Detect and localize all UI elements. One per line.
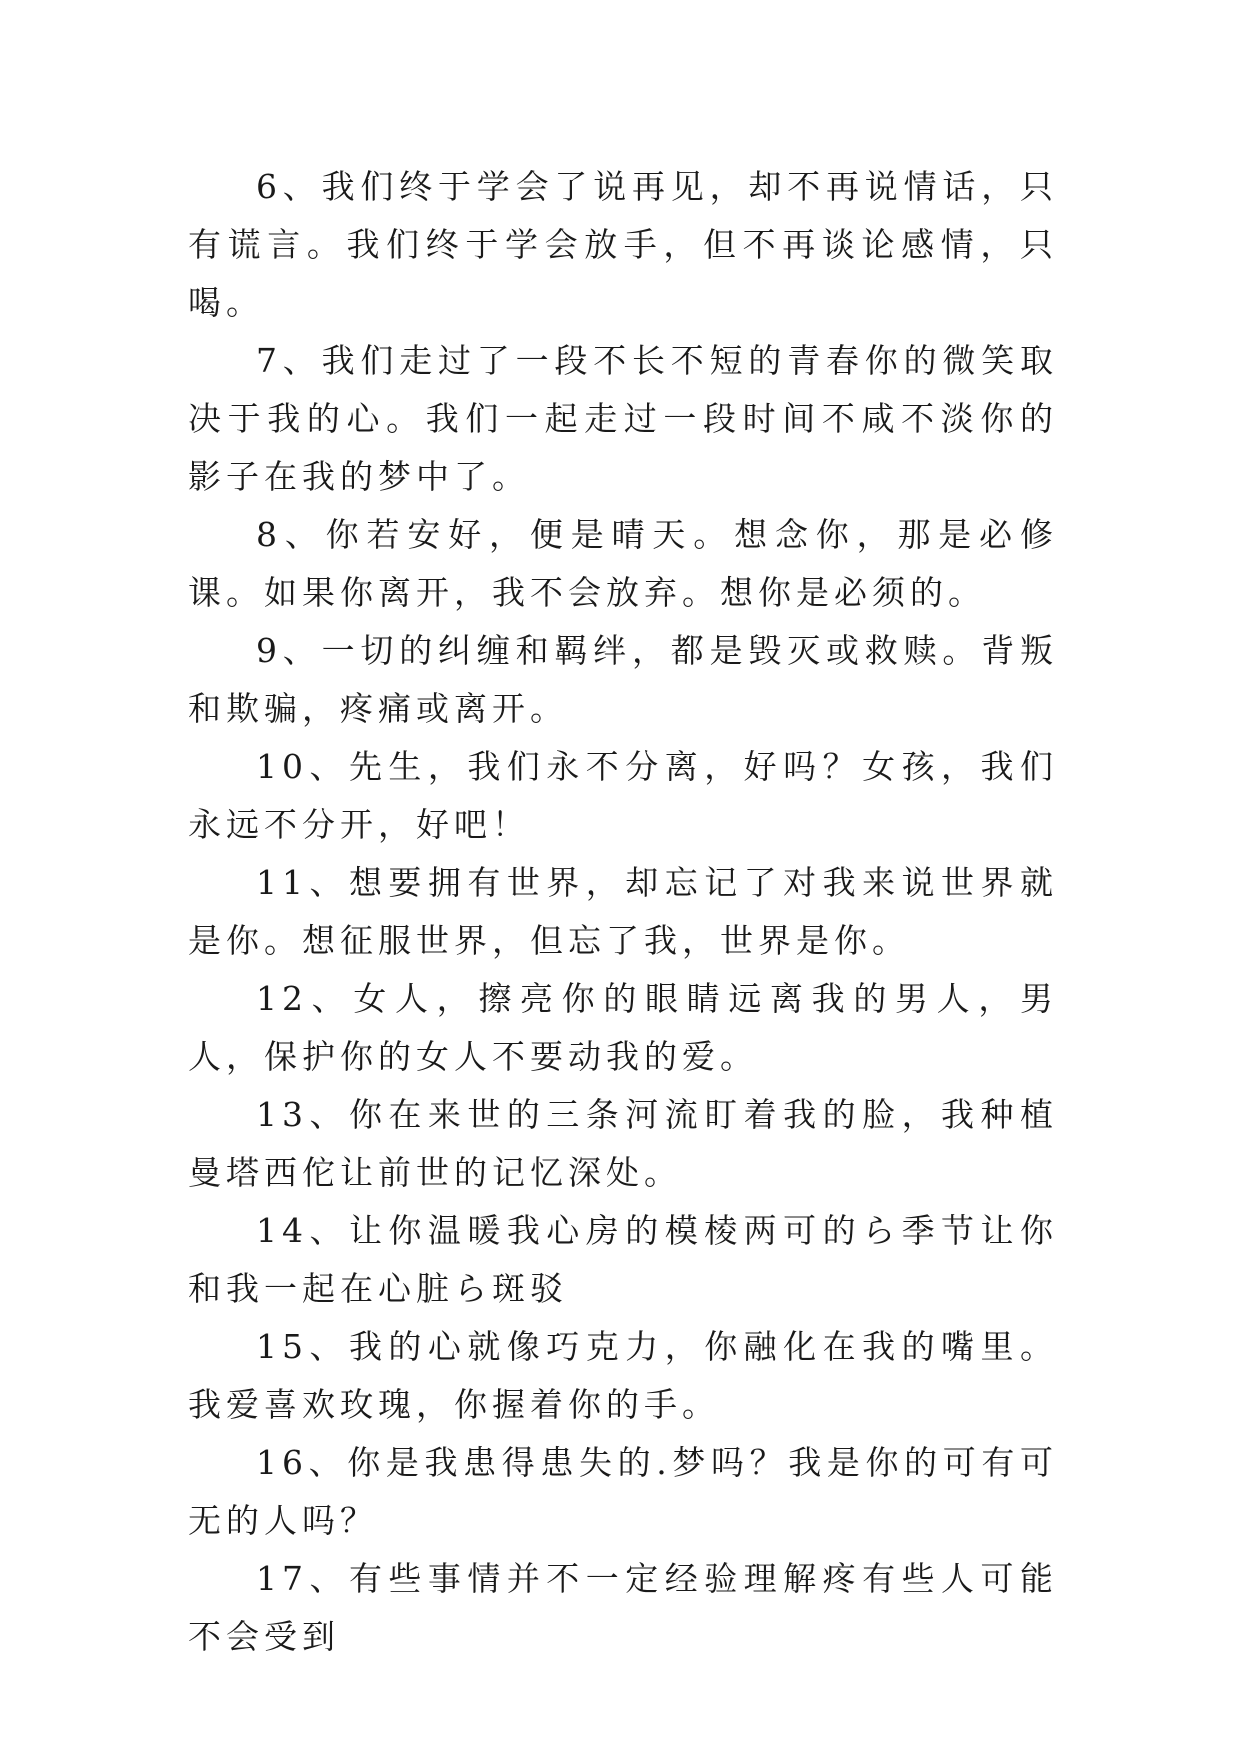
- paragraph-12: 12、女人，擦亮你的眼睛远离我的男人，男人，保护你的女人不要动我的爱。: [188, 979, 1058, 1076]
- paragraph-13: 13、你在来世的三条河流盯着我的脸，我种植曼塔西佗让前世的记忆深处。: [188, 1095, 1058, 1192]
- paragraph-17: 17、有些事情并不一定经验理解疼有些人可能不会受到: [188, 1559, 1058, 1656]
- paragraph-16: 16、你是我患得患失的.梦吗？我是你的可有可无的人吗？: [188, 1443, 1058, 1540]
- paragraph-15: 15、我的心就像巧克力，你融化在我的嘴里。我爱喜欢玫瑰，你握着你的手。: [188, 1327, 1058, 1424]
- paragraph-11: 11、想要拥有世界，却忘记了对我来说世界就是你。想征服世界，但忘了我，世界是你。: [188, 863, 1058, 960]
- paragraph-8: 8、你若安好，便是晴天。想念你，那是必修课。如果你离开，我不会放弃。想你是必须的。: [188, 515, 1058, 612]
- document-body: [188, 158, 1058, 1666]
- paragraph-7: 7、我们走过了一段不长不短的青春你的微笑取决于我的心。我们一起走过一段时间不咸不淡你的影子在我的梦中了。: [188, 341, 1058, 496]
- paragraph-9: 9、一切的纠缠和羁绊，都是毁灭或救赎。背叛和欺骗，疼痛或离开。: [188, 631, 1058, 728]
- paragraph-14: 14、让你温暖我心房的模棱两可的ら季节让你和我一起在心脏ら斑驳: [188, 1211, 1058, 1308]
- paragraph-10: 10、先生，我们永不分离，好吗？女孩，我们永远不分开，好吧！: [188, 747, 1058, 844]
- paragraph-6: 6、我们终于学会了说再见，却不再说情话，只有谎言。我们终于学会放手，但不再谈论感情，只喝。: [188, 167, 1058, 322]
